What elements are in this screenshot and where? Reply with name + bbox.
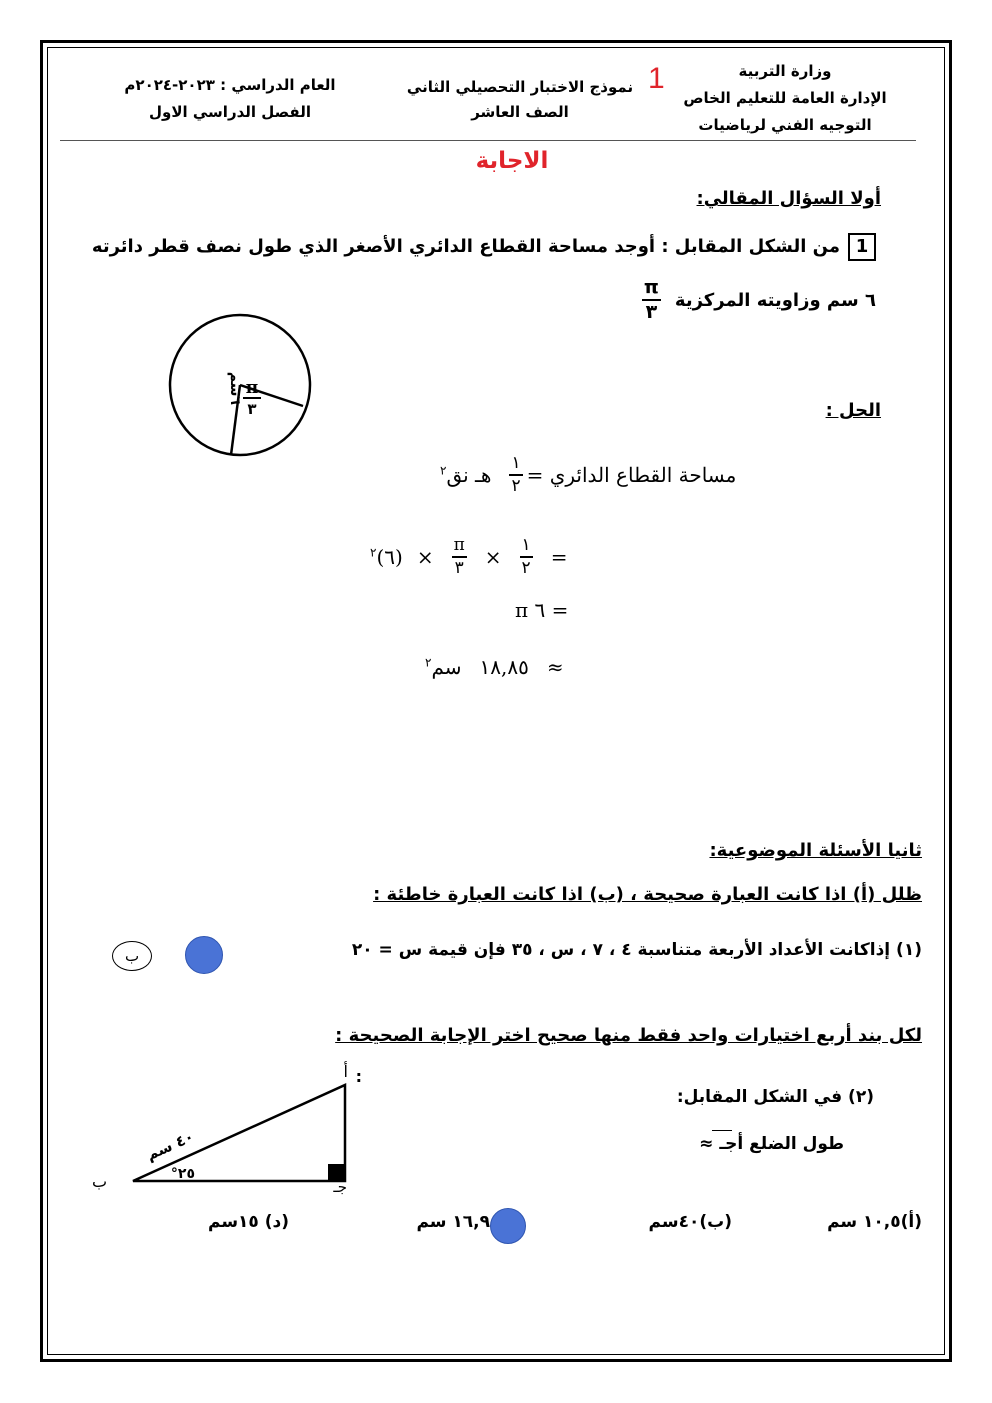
question-mc-2-label: (٢) في الشكل المقابل: [676, 1087, 874, 1107]
triangle-outline [133, 1085, 345, 1181]
step1-times-2: × [416, 545, 434, 569]
step1-radius [370, 545, 403, 569]
formula-half-den: ٢ [511, 476, 521, 496]
formula-half [509, 455, 522, 495]
step2-line: = ٦ π [515, 598, 569, 622]
step3-approx: ≈ [546, 655, 564, 679]
step3-square: ٢ [425, 655, 432, 670]
term: الفصل الدراسي الاول [149, 103, 311, 121]
step1-line [370, 537, 567, 577]
triangle-angle-label: ٢٥° [170, 1166, 195, 1182]
figure-angle-den: ٣ [247, 400, 257, 418]
step1-times-1: × [484, 545, 502, 569]
department-name: الإدارة العامة للتعليم الخاص [683, 89, 887, 107]
exam-title: نموذج الاختبار التحصيلي الثاني [406, 78, 634, 96]
step1-angle-den: ٣ [454, 558, 464, 578]
vertex-a-colon: : [355, 1067, 362, 1086]
header-divider [60, 140, 916, 141]
figure-radius-label: ٦سم [227, 371, 243, 405]
option-c[interactable]: ١٦,٩ سم [416, 1212, 490, 1232]
sector-figure [160, 315, 320, 455]
question1-text-line1: من الشكل المقابل : أوجد مساحة القطاع الدائري الأصغر الذي طول نصف قطر دائرته [91, 236, 840, 257]
step1-half-num: ١ [520, 537, 533, 558]
step1-radius-value: (٦) [376, 545, 403, 569]
answer-bubble-a-shaded[interactable] [185, 936, 223, 974]
answer-title: الاجابة [475, 148, 549, 174]
ministry-name: وزارة التربية [738, 62, 832, 80]
question1-number: 1 [848, 233, 876, 261]
option-d[interactable]: (د) ١٥سم [207, 1212, 289, 1232]
supervision-name: التوجيه الفني لرياضيات [698, 116, 872, 134]
section1-title: أولا السؤال المقالي: [696, 188, 881, 209]
question1-line2 [638, 278, 876, 322]
angle-fraction-den: ٣ [645, 301, 658, 323]
step3-unit-text: سم [431, 655, 462, 679]
question1-text-line2: ٦ سم وزاويته المركزية [674, 289, 876, 311]
formula-tail-text: هـ نق [446, 463, 492, 487]
question-mc-2-text: طول الضلع أجـ ≈ [699, 1134, 844, 1154]
step1-angle-num: π [452, 537, 467, 558]
option-b[interactable]: (ب)٤٠سم [648, 1212, 732, 1232]
triangle-side-label: ٤٠ سم [143, 1127, 197, 1165]
formula-square: ٢ [440, 463, 447, 478]
figure-angle-num: π [245, 378, 259, 398]
multiple-choice-instruction: لكل بند أربع اختيارات واحد فقط منها صحيح اختر الإجابة الصحيحة : [335, 1025, 922, 1046]
angle-fraction-num: π [642, 278, 661, 301]
triangle-figure [91, 1060, 385, 1200]
step3-unit [425, 655, 462, 679]
vertex-c-label: جـ [333, 1178, 347, 1196]
step1-half-den: ٢ [521, 558, 531, 578]
solution-label: الحل : [825, 400, 881, 421]
question-tf-1: (١) إذاكانت الأعداد الأربعة متناسبة ٤ ، ٧ ، س ، ٣٥ فإن قيمة س = ٢٠ [351, 940, 922, 960]
section2-title: ثانيا الأسئلة الموضوعية: [709, 840, 922, 861]
step3-value: ١٨,٨٥ [479, 655, 529, 679]
vertex-a-label: أ [343, 1062, 348, 1081]
angle-fraction [642, 278, 661, 322]
formula-tail [440, 463, 491, 487]
grade: الصف العاشر [471, 103, 569, 121]
model-number: 1 [648, 62, 665, 95]
answer-bubble-c-shaded[interactable] [490, 1208, 526, 1244]
step1-square: ٢ [370, 545, 377, 560]
option-a[interactable]: (أ)١٠,٥ سم [827, 1212, 922, 1232]
step1-half [520, 537, 533, 577]
formula-line [440, 455, 736, 495]
segment-overline [712, 1130, 732, 1131]
true-false-instruction: ظلل (أ) اذا كانت العبارة صحيحة ، (ب) اذا كانت العبارة خاطئة : [373, 884, 922, 905]
step1-angle [452, 537, 467, 577]
step3-line [425, 655, 564, 679]
academic-year: العام الدراسي : ٢٠٢٣-٢٠٢٤م [124, 76, 336, 94]
formula-half-num: ١ [509, 455, 522, 476]
vertex-b-label: ب [91, 1172, 107, 1191]
formula-text: مساحة القطاع الدائري = [526, 463, 737, 487]
answer-bubble-b[interactable]: ب [112, 941, 152, 971]
step1-equals: = [550, 545, 568, 569]
question1-line1 [92, 233, 876, 261]
